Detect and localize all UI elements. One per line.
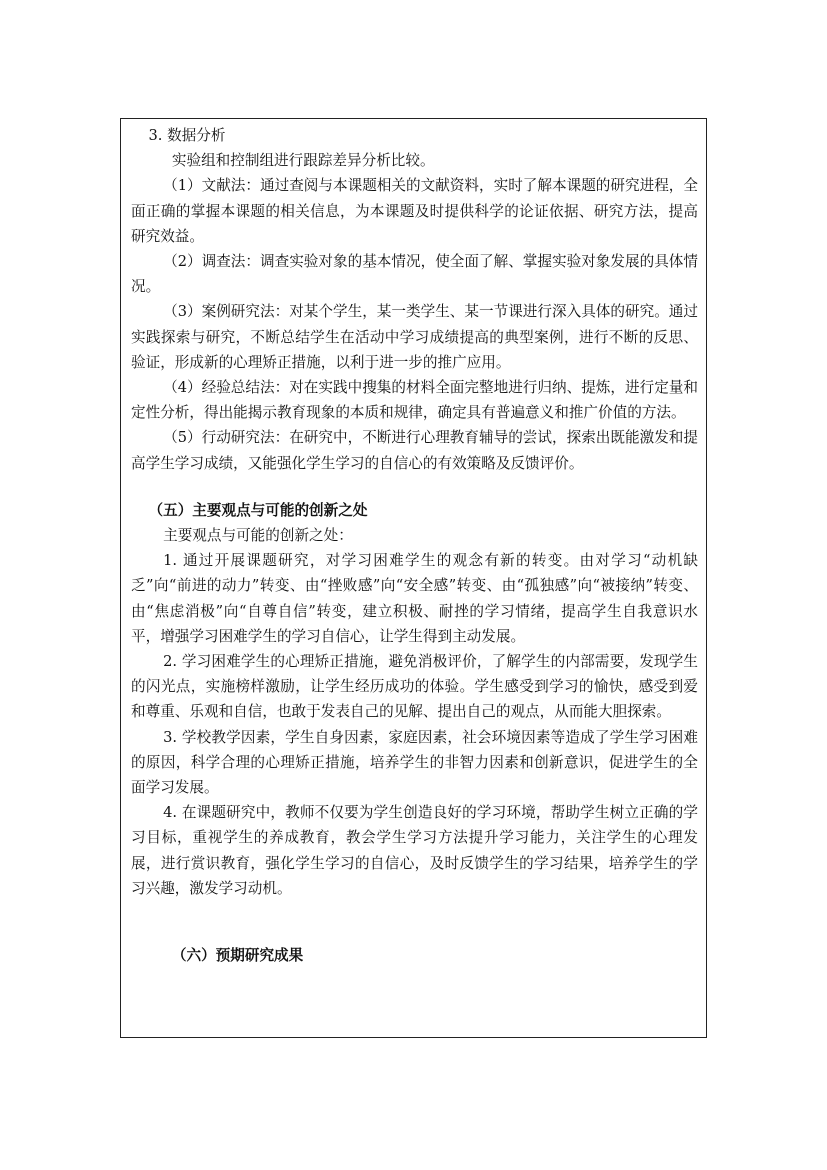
section-5-intro: 主要观点与可能的创新之处： xyxy=(163,527,353,545)
viewpoint-4: 4. 在课题研究中，教师不仅要为学生创造良好的学习环境，帮助学生树立正确的学习目标，重视学生的养成教育，教会学生学习方法提升学习能力，关注学生的心理发展，进行赏识教育，强化学生学习的自信心，及时反馈学生的学习结果，培养学生的学习兴趣，激发学习动机。 xyxy=(131,804,698,897)
method-survey: （2）调查法：调查实验对象的基本情况，使全面了解、掌握实验对象发展的具体情况。 xyxy=(131,253,698,296)
spacer xyxy=(131,476,698,498)
method-case-study: （3）案例研究法：对某个学生，某一类学生、某一节课进行深入具体的研究。通过实践探索与研究，不断总结学生在活动中学习成绩提高的典型案例，进行不断的反思、验证，形成新的心理矫正措施，以利于进一步的推广应用。 xyxy=(131,303,698,371)
analysis-intro: 实验组和控制组进行跟踪差异分析比较。 xyxy=(171,152,435,170)
spacer xyxy=(131,901,698,943)
method-experience-summary: （4）经验总结法：对在实践中搜集的材料全面完整地进行归纳、提炼，进行定量和定性分析，得出能揭示教育现象的本质和规律，确定具有普遍意义和推广价值的方法。 xyxy=(131,379,698,422)
viewpoint-2: 2. 学习困难学生的心理矫正措施，避免消极评价，了解学生的内部需要，发现学生的闪光点，实施榜样激励，让学生经历成功的体验。学生感受到学习的愉快，感受到爱和尊重、乐观和自信，也敢于发表自己的见解、提出自己的观点，从而能大胆探索。 xyxy=(131,653,698,721)
document-content xyxy=(131,123,698,968)
section-5-heading: （五）主要观点与可能的创新之处 xyxy=(148,501,368,519)
method-action-research: （5）行动研究法：在研究中，不断进行心理教育辅导的尝试，探索出既能激发和提高学生学习成绩，又能强化学生学习的自信心的有效策略及反馈评价。 xyxy=(131,429,698,472)
document-table-cell xyxy=(120,118,707,1038)
viewpoint-3: 3. 学校教学因素，学生自身因素，家庭因素，社会环境因素等造成了学生学习困难的原因，科学合理的心理矫正措施，培养学生的非智力因素和创新意识，促进学生的全面学习发展。 xyxy=(131,728,698,797)
method-literature: （1）文献法：通过查阅与本课题相关的文献资料，实时了解本课题的研究进程，全面正确的掌握本课题的相关信息，为本课题及时提供科学的论证依据、研究方法，提高研究效益。 xyxy=(131,177,698,245)
section-6-heading: （六）预期研究成果 xyxy=(171,947,304,965)
viewpoint-1: 1. 通过开展课题研究，对学习困难学生的观念有新的转变。由对学习“动机缺乏”向“前进的动力”转变、由“挫败感”向“安全感”转变、由“孤独感”向“被接纳”转变、由“焦虑消极”向“自尊自信”转变，建立积极、耐挫的学习情绪，提高学生自我意识水平，增强学习困难学生的学习自信心，让学生得到主动发展。 xyxy=(131,552,698,645)
analysis-heading: 3. 数据分析 xyxy=(148,127,226,144)
